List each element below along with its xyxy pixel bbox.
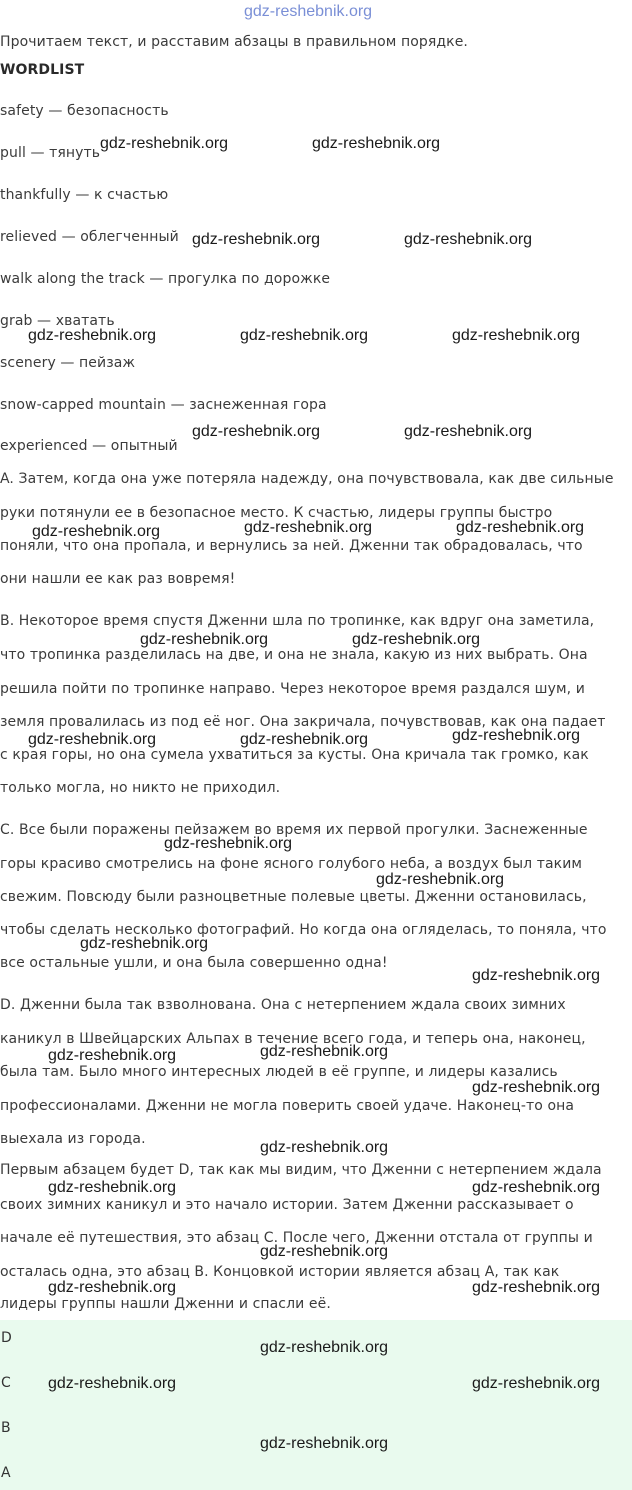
watermark: gdz-reshebnik.org (312, 135, 441, 152)
watermark: gdz-reshebnik.org (80, 935, 209, 952)
paragraph-line: решила пойти по тропинке направо. Через некоторое время раздался шум, и (0, 681, 585, 697)
paragraph-line: все остальные ушли, и она была совершенно одна! (0, 955, 388, 971)
watermark: gdz-reshebnik.org (28, 731, 157, 748)
watermark: gdz-reshebnik.org (404, 423, 533, 440)
paragraph-line: поняли, что она пропала, и вернулись за ней. Дженни так обрадовалась, что (0, 538, 583, 554)
watermark: gdz-reshebnik.org (260, 1139, 389, 1156)
wordlist-item: pull — тянуть (0, 145, 101, 161)
explanation-line: начале её путешествия, это абзац C. После чего, Дженни отстала от группы и (0, 1230, 593, 1246)
paragraph-line: только могла, но никто не приходил. (0, 780, 281, 796)
explanation-line: осталась одна, это абзац B. Концовкой истории является абзац A, так как (0, 1264, 560, 1280)
wordlist-item: experienced — опытный (0, 438, 178, 454)
paragraph-line: горы красиво смотрелись на фоне ясного голубого неба, а воздух был таким (0, 856, 583, 872)
watermark: gdz-reshebnik.org (376, 871, 505, 888)
watermark: gdz-reshebnik.org (48, 1047, 177, 1064)
answer-item: D (1, 1330, 12, 1346)
answer-item: B (1, 1420, 11, 1436)
paragraph-line: D. Дженни была так взволнована. Она с нетерпением ждала своих зимних (0, 997, 566, 1013)
watermark: gdz-reshebnik.org (28, 327, 157, 344)
watermark: gdz-reshebnik.org (260, 1435, 389, 1452)
paragraph-line: свежим. Повсюду были разноцветные полевые цветы. Дженни остановилась, (0, 889, 587, 905)
wordlist-item: relieved — облегченный (0, 229, 179, 245)
watermark: gdz-reshebnik.org (404, 231, 533, 248)
watermark: gdz-reshebnik.org (32, 523, 161, 540)
watermark: gdz-reshebnik.org (240, 327, 369, 344)
wordlist-item: walk along the track — прогулка по дорожке (0, 271, 331, 287)
answer-item: A (1, 1465, 11, 1481)
paragraph-line: выехала из города. (0, 1131, 146, 1147)
paragraph-line: земля провалилась из под её ног. Она закричала, почувствовав, как она падает (0, 714, 606, 730)
watermark: gdz-reshebnik.org (352, 631, 481, 648)
site-watermark: gdz-reshebnik.org (244, 3, 373, 20)
watermark: gdz-reshebnik.org (244, 519, 373, 536)
intro-text: Прочитаем текст, и расставим абзацы в правильном порядке. (0, 34, 468, 50)
watermark: gdz-reshebnik.org (472, 1279, 601, 1296)
watermark: gdz-reshebnik.org (192, 423, 321, 440)
watermark: gdz-reshebnik.org (260, 1339, 389, 1356)
explanation-line: своих зимних каникул и это начало истории. Затем Дженни рассказывает о (0, 1197, 574, 1213)
watermark: gdz-reshebnik.org (140, 631, 269, 648)
watermark: gdz-reshebnik.org (100, 135, 229, 152)
watermark: gdz-reshebnik.org (472, 1079, 601, 1096)
watermark: gdz-reshebnik.org (240, 731, 369, 748)
watermark: gdz-reshebnik.org (472, 1375, 601, 1392)
paragraph-line: A. Затем, когда она уже потеряла надежду, она почувствовала, как две сильные (0, 471, 614, 487)
watermark: gdz-reshebnik.org (260, 1243, 389, 1260)
watermark: gdz-reshebnik.org (472, 967, 601, 984)
wordlist-item: grab — хватать (0, 313, 115, 329)
wordlist-item: snow-capped mountain — заснеженная гора (0, 397, 327, 413)
paragraph-line: они нашли ее как раз вовремя! (0, 571, 236, 587)
paragraph-line: чтобы сделать несколько фотографий. Но когда она огляделась, то поняла, что (0, 922, 607, 938)
paragraph-line: руки потянули ее в безопасное место. К счастью, лидеры группы быстро (0, 505, 553, 521)
explanation-line: Первым абзацем будет D, так как мы видим, что Дженни с нетерпением ждала (0, 1162, 602, 1178)
paragraph-line: с края горы, но она сумела ухватиться за кусты. Она кричала так громко, как (0, 747, 589, 763)
wordlist-item: thankfully — к счастью (0, 187, 169, 203)
wordlist-item: safety — безопасность (0, 103, 169, 119)
watermark: gdz-reshebnik.org (452, 727, 581, 744)
watermark: gdz-reshebnik.org (164, 835, 293, 852)
paragraph-line: профессионалами. Дженни не могла поверить своей удаче. Наконец-то она (0, 1098, 575, 1114)
answer-item: C (1, 1375, 11, 1391)
watermark: gdz-reshebnik.org (472, 1179, 601, 1196)
watermark: gdz-reshebnik.org (48, 1179, 177, 1196)
watermark: gdz-reshebnik.org (48, 1279, 177, 1296)
paragraph-line: каникул в Швейцарских Альпах в течение всего года, и теперь она, наконец, (0, 1031, 586, 1047)
paragraph-line: C. Все были поражены пейзажем во время их первой прогулки. Заснеженные (0, 822, 588, 838)
watermark: gdz-reshebnik.org (456, 519, 585, 536)
watermark: gdz-reshebnik.org (260, 1043, 389, 1060)
paragraph-line: что тропинка разделилась на две, и она не знала, какую из них выбрать. Она (0, 647, 588, 663)
explanation-line: лидеры группы нашли Дженни и спасли её. (0, 1296, 331, 1312)
watermark: gdz-reshebnik.org (452, 327, 581, 344)
paragraph-line: была там. Было много интересных людей в её группе, и лидеры казались (0, 1064, 558, 1080)
wordlist-title: WORDLIST (0, 62, 85, 78)
paragraph-line: B. Некоторое время спустя Дженни шла по тропинке, как вдруг она заметила, (0, 613, 595, 629)
watermark: gdz-reshebnik.org (192, 231, 321, 248)
watermark: gdz-reshebnik.org (48, 1375, 177, 1392)
wordlist-item: scenery — пейзаж (0, 355, 136, 371)
